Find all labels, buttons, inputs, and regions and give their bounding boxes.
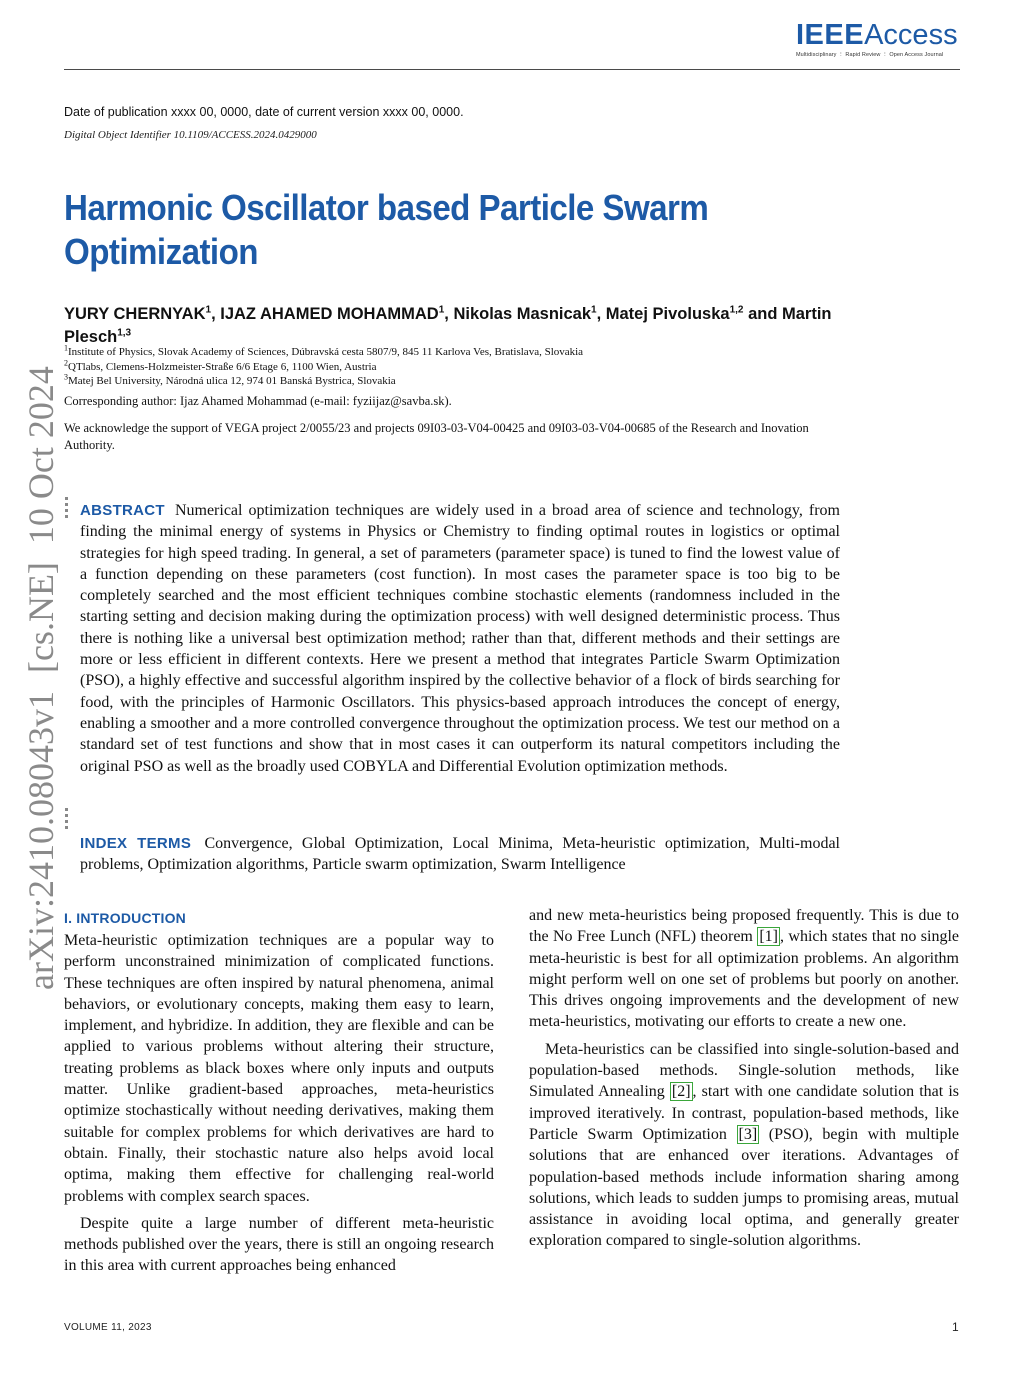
volume-footer: VOLUME 11, 2023 (64, 1322, 152, 1333)
author-list (64, 303, 894, 349)
author: IJAZ AHAMED MOHAMMAD$^1$, (220, 304, 454, 323)
publication-date: Date of publication xxxx 00, 0000, date of current version xxxx 00, 0000. (64, 105, 464, 119)
affiliation: $^1$Institute of Physics, Slovak Academy of Sciences, Dúbravská cesta 5807/9, 845 11 Karlova Ves, Bratislava, Slovakia (64, 343, 584, 358)
paragraph: Despite quite a large number of different meta-heuristic methods published over the years, there is still an ongoing research in this area with current approaches being enhanced (64, 1214, 494, 1275)
left-column (64, 905, 494, 1277)
abstract-label: ABSTRACT (80, 502, 165, 519)
doi-line: Digital Object Identifier 10.1109/ACCESS.2024.0429000 (64, 129, 317, 141)
citation-link[interactable]: [1] (759, 928, 778, 946)
affiliation: $^3$Matej Bel University, Národná ulica 12, 974 01 Banská Bystrica, Slovakia (64, 372, 396, 387)
author: YURY CHERNYAK$^1$, (64, 304, 221, 323)
page-number: 1 (952, 1320, 959, 1334)
logo-ieee: IEEE (796, 19, 865, 51)
affiliations (64, 345, 864, 389)
paper-title: Harmonic Oscillator based Particle Swarm Optimization (64, 187, 709, 272)
index-terms-text: Convergence, Global Optimization, Local Minima, Meta-heuristic optimization, Multi-modal problems, Optimization algorithms, Particle swarm optimization, Swarm Intelligence (80, 835, 840, 874)
affiliation: $^2$QTlabs, Clemens-Holzmeister-Straße 6/6 Etage 6, 1100 Wien, Austria (64, 357, 377, 373)
author: Nikolas Masnicak$^1$, (453, 304, 606, 323)
index-terms (80, 833, 840, 876)
citation-link[interactable]: [2] (671, 1083, 691, 1101)
header-divider (64, 69, 960, 70)
logo-access: Access (864, 19, 958, 51)
acknowledgment: We acknowledge the support of VEGA project 2/0055/23 and projects 09I03-03-V04-00425 and 09I03-03-V04-00685 of the Research and Inovation Authority. (64, 421, 809, 452)
paragraph: Meta-heuristic optimization techniques are a popular way to perform unconstrained minimization of complicated functions. These techniques are often inspired by natural phenomena, animal behaviors, or evolutionary concepts, making them easy to learn, implement, and hybridize. In addition, they are flexible and can be applied to various problems without altering their structure, treating problems as black boxes where only inputs and outputs matter. Unlike gradient-based approaches, meta-heuristics optimize stochastically without needing derivatives, making them suitable for complex problems for which derivatives are hard to obtain. Finally, their stochastic nature also helps avoid local optima, making them effective for challenging real-world problems with complex search spaces. (64, 932, 494, 1205)
author: Matej Pivoluska$^{1,2}$ and (605, 304, 782, 323)
arxiv-side-stamp: arXiv:2410.08043v1 [cs.NE] 10 Oct 2024 (21, 366, 61, 990)
abstract-marker-dots-bottom (65, 808, 69, 832)
index-terms-label: INDEX TERMS (80, 835, 192, 852)
logo-wordmark (796, 20, 960, 50)
paragraph: Meta-heuristics can be classified into single-solution-based and population-based methods. Single-solution methods, like Simulated Annealing [2] , start with one candidate solution that is improved iteratively. In contrast, population-based methods, like Particle Swarm Optimization [3] (PSO), begin with multiple solutions that are enhanced over iterations. Advantages of population-based methods include information sharing among solutions, which leads to sudden jumps to promising areas, mutual assistance in avoiding local optima, and generally greater exploration compared to single-solution algorithms. (529, 1040, 960, 1250)
corresponding-author: Corresponding author: Ijaz Ahamed Mohammad (e-mail: fyziijaz@savba.sk). (64, 394, 452, 408)
paragraph: and new meta-heuristics being proposed frequently. This is due to the No Free Lunch (NFL) theorem [1] , which states that no single meta-heuristic is best for all optimization problems. An algorithm might perform well on one set of problems but poorly on another. This drives ongoing improvements and the development of new meta-heuristics, motivating our efforts to create a new one. (529, 907, 959, 1031)
right-column (529, 905, 959, 1252)
citation-link[interactable]: [3] (738, 1125, 758, 1143)
author: Martin Plesch$^{1,3}$ (64, 305, 832, 346)
abstract-marker-dots-top (65, 497, 69, 521)
ieee-access-logo (796, 20, 960, 58)
abstract (80, 500, 840, 777)
abstract-text: Numerical optimization techniques are widely used in a broad area of science and technology, from finding the minimal energy of systems in Physics or Chemistry to finding optimal routes in logistics or optimal strategies for high speed trading. In general, a set of parameters (parameter space) is tuned to find the lowest value of a function depending on these parameters (cost function). In most cases the parameter space is too big to be completely searched and the most efficient techniques combine stochastic elements (randomness included in the starting setting and decision making during the optimization process) with well designed deterministic process. Thus there is nothing like a universal best optimization method; rather than that, different methods and their settings are more or less efficient in different contexts. Here we present a method that integrates Particle Swarm Optimization (PSO), a highly effective and successful algorithm inspired by the collective behavior of a flock of birds searching for food, with the principles of Harmonic Oscillators. This physics-based approach introduces the concept of energy, enabling a smoother and a more controlled convergence throughout the optimization process. We test our method on a standard set of test functions and show that in most cases it can outperform its natural competitors including the original PSO as well as the broadly used COBYLA and Differential Evolution optimization methods. (80, 502, 841, 775)
section-heading: I. INTRODUCTION (64, 910, 186, 926)
logo-tagline: Multidisciplinary ⋮ Rapid Review ⋮ Open Access Journal (796, 52, 944, 58)
